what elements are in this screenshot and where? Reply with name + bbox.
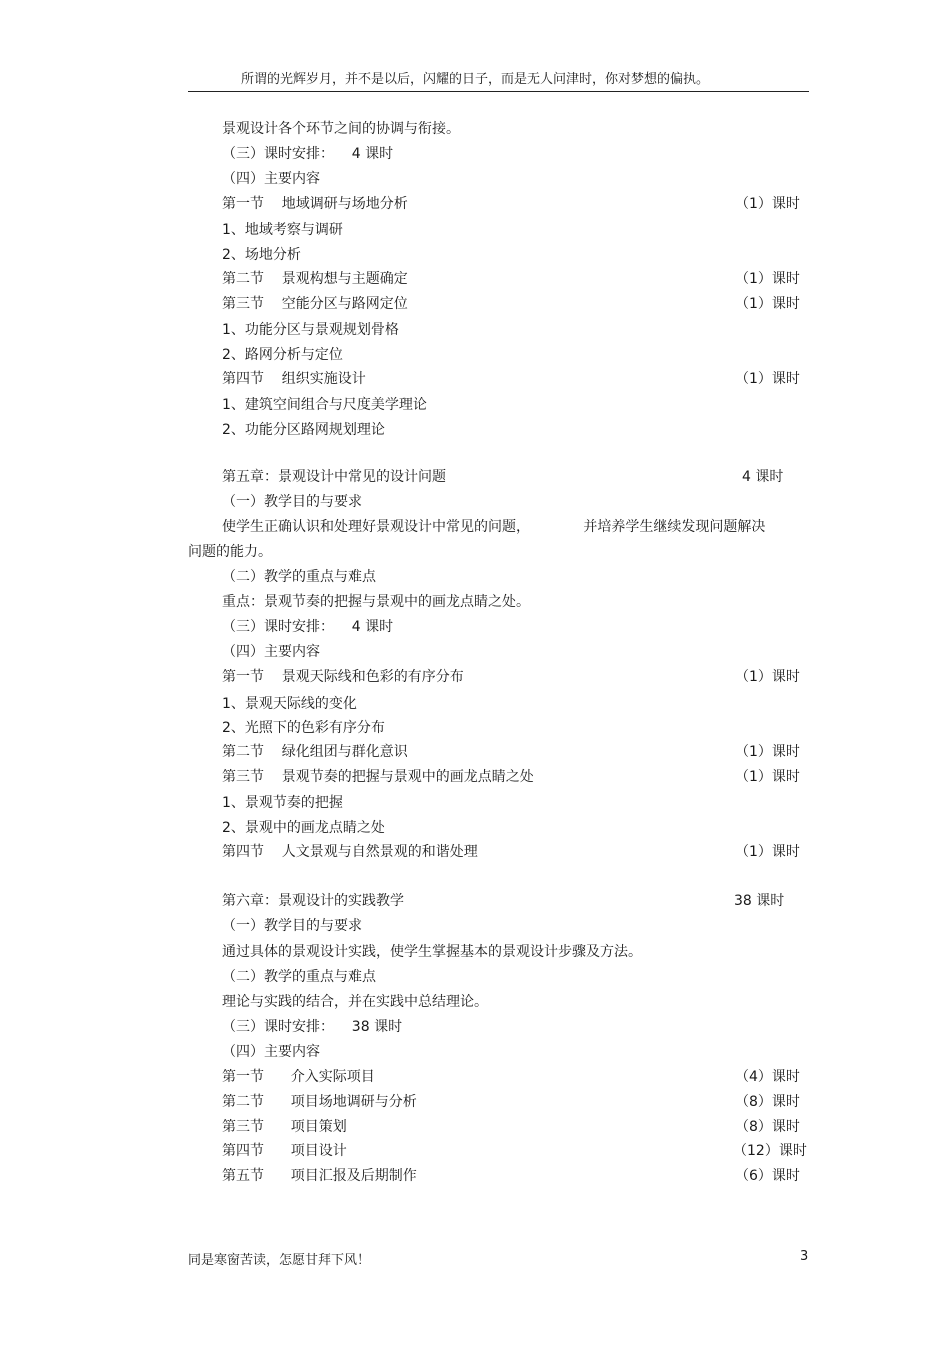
text-line bbox=[0, 991, 950, 1013]
text-line bbox=[0, 566, 950, 588]
text-line bbox=[0, 143, 950, 165]
line-text: 理论与实践的结合，并在实践中总结理论。 bbox=[222, 994, 488, 1010]
line-text: 1、景观天际线的变化 bbox=[222, 696, 357, 712]
line-text: 2、路网分析与定位 bbox=[222, 347, 343, 363]
text-line bbox=[0, 419, 950, 441]
text-line bbox=[0, 219, 950, 241]
line-text: 第六章：景观设计的实践教学 bbox=[222, 893, 404, 909]
text-line bbox=[0, 641, 950, 663]
text-line bbox=[0, 293, 950, 315]
line-text: （三）课时安排： 38 课时 bbox=[222, 1019, 403, 1035]
line-text: 1、功能分区与景观规划骨格 bbox=[222, 322, 399, 338]
line-text: 第四节 人文景观与自然景观的和谐处理 bbox=[222, 844, 478, 860]
line-text: （一）教学目的与要求 bbox=[222, 918, 362, 934]
line-text: 第一节 地域调研与场地分析 bbox=[222, 196, 408, 212]
text-line bbox=[0, 1116, 950, 1138]
text-line bbox=[0, 766, 950, 788]
class-hours: （12）课时 bbox=[733, 1143, 807, 1159]
class-hours: （1）课时 bbox=[735, 371, 800, 387]
text-line bbox=[0, 244, 950, 266]
line-text: 第五节 项目汇报及后期制作 bbox=[222, 1168, 417, 1184]
class-hours: （1）课时 bbox=[735, 669, 800, 685]
line-text: 1、建筑空间组合与尺度美学理论 bbox=[222, 397, 427, 413]
text-line bbox=[0, 1016, 950, 1038]
line-text: 景观设计各个环节之间的协调与衔接。 bbox=[222, 121, 460, 137]
text-line bbox=[0, 941, 950, 963]
page-number: 3 bbox=[800, 1249, 809, 1264]
line-text: （四）主要内容 bbox=[222, 1044, 320, 1060]
line-text: 第四节 项目设计 bbox=[222, 1143, 347, 1159]
line-text: 2、景观中的画龙点睛之处 bbox=[222, 820, 385, 836]
class-hours: （4）课时 bbox=[735, 1069, 800, 1085]
class-hours: 38 课时 bbox=[734, 893, 785, 909]
line-text: 2、场地分析 bbox=[222, 247, 301, 263]
line-text: 通过具体的景观设计实践，使学生掌握基本的景观设计步骤及方法。 bbox=[222, 944, 642, 960]
text-line bbox=[0, 591, 950, 613]
line-text: 第一节 景观天际线和色彩的有序分布 bbox=[222, 669, 464, 685]
text-line bbox=[0, 693, 950, 715]
line-text: 2、光照下的色彩有序分布 bbox=[222, 720, 385, 736]
text-line bbox=[0, 616, 950, 638]
text-line bbox=[0, 966, 950, 988]
line-text: 1、景观节奏的把握 bbox=[222, 795, 343, 811]
line-text: 第五章：景观设计中常见的设计问题 bbox=[222, 469, 446, 485]
text-line bbox=[0, 915, 950, 937]
line-text: 第三节 空能分区与路网定位 bbox=[222, 296, 408, 312]
line-text: 使学生正确认识和处理好景观设计中常见的问题， 并培养学生继续发现问题解决 bbox=[222, 519, 766, 535]
header-motto: 所谓的光辉岁月，并不是以后，闪耀的日子，而是无人问津时，你对梦想的偏执。 bbox=[240, 72, 709, 87]
class-hours: （6）课时 bbox=[735, 1168, 800, 1184]
footer-slogan: 同是寒窗苦读，怎愿甘拜下风！ bbox=[188, 1253, 371, 1268]
text-line bbox=[0, 368, 950, 390]
class-hours: （1）课时 bbox=[735, 296, 800, 312]
text-line bbox=[0, 1041, 950, 1063]
class-hours: （1）课时 bbox=[735, 196, 800, 212]
line-text: 第四节 组织实施设计 bbox=[222, 371, 366, 387]
text-line bbox=[0, 817, 950, 839]
line-text: （四）主要内容 bbox=[222, 171, 320, 187]
line-text: 第二节 景观构想与主题确定 bbox=[222, 271, 408, 287]
text-line bbox=[0, 792, 950, 814]
line-text: （三）课时安排： 4 课时 bbox=[222, 146, 394, 162]
text-line bbox=[0, 516, 950, 538]
line-text: 2、功能分区路网规划理论 bbox=[222, 422, 385, 438]
text-line bbox=[0, 666, 950, 688]
line-text: 第二节 绿化组团与群化意识 bbox=[222, 744, 408, 760]
class-hours: （1）课时 bbox=[735, 769, 800, 785]
class-hours: （1）课时 bbox=[735, 271, 800, 287]
class-hours: （1）课时 bbox=[735, 844, 800, 860]
line-text: （二）教学的重点与难点 bbox=[222, 969, 376, 985]
class-hours: 4 课时 bbox=[742, 469, 784, 485]
line-text: 1、地域考察与调研 bbox=[222, 222, 343, 238]
line-text: 第三节 景观节奏的把握与景观中的画龙点睛之处 bbox=[222, 769, 534, 785]
class-hours: （8）课时 bbox=[735, 1119, 800, 1135]
line-text: 第三节 项目策划 bbox=[222, 1119, 347, 1135]
line-text: 第二节 项目场地调研与分析 bbox=[222, 1094, 417, 1110]
text-line bbox=[0, 394, 950, 416]
text-line bbox=[0, 541, 950, 563]
line-text: （四）主要内容 bbox=[222, 644, 320, 660]
line-text: 问题的能力。 bbox=[188, 544, 272, 560]
class-hours: （8）课时 bbox=[735, 1094, 800, 1110]
text-line bbox=[0, 118, 950, 140]
line-text: （三）课时安排： 4 课时 bbox=[222, 619, 394, 635]
text-line bbox=[0, 466, 950, 488]
line-text: 重点：景观节奏的把握与景观中的画龙点睛之处。 bbox=[222, 594, 530, 610]
line-text: （二）教学的重点与难点 bbox=[222, 569, 376, 585]
text-line bbox=[0, 1140, 950, 1162]
text-line bbox=[0, 1091, 950, 1113]
line-text: 第一节 介入实际项目 bbox=[222, 1069, 375, 1085]
text-line bbox=[0, 741, 950, 763]
line-text: （一）教学目的与要求 bbox=[222, 494, 362, 510]
class-hours: （1）课时 bbox=[735, 744, 800, 760]
text-line bbox=[0, 268, 950, 290]
text-line bbox=[0, 344, 950, 366]
text-line bbox=[0, 1066, 950, 1088]
text-line bbox=[0, 319, 950, 341]
text-line bbox=[0, 491, 950, 513]
text-line bbox=[0, 168, 950, 190]
header-divider bbox=[188, 91, 809, 92]
text-line bbox=[0, 193, 950, 215]
text-line bbox=[0, 890, 950, 912]
text-line bbox=[0, 1165, 950, 1187]
text-line bbox=[0, 841, 950, 863]
text-line bbox=[0, 717, 950, 739]
